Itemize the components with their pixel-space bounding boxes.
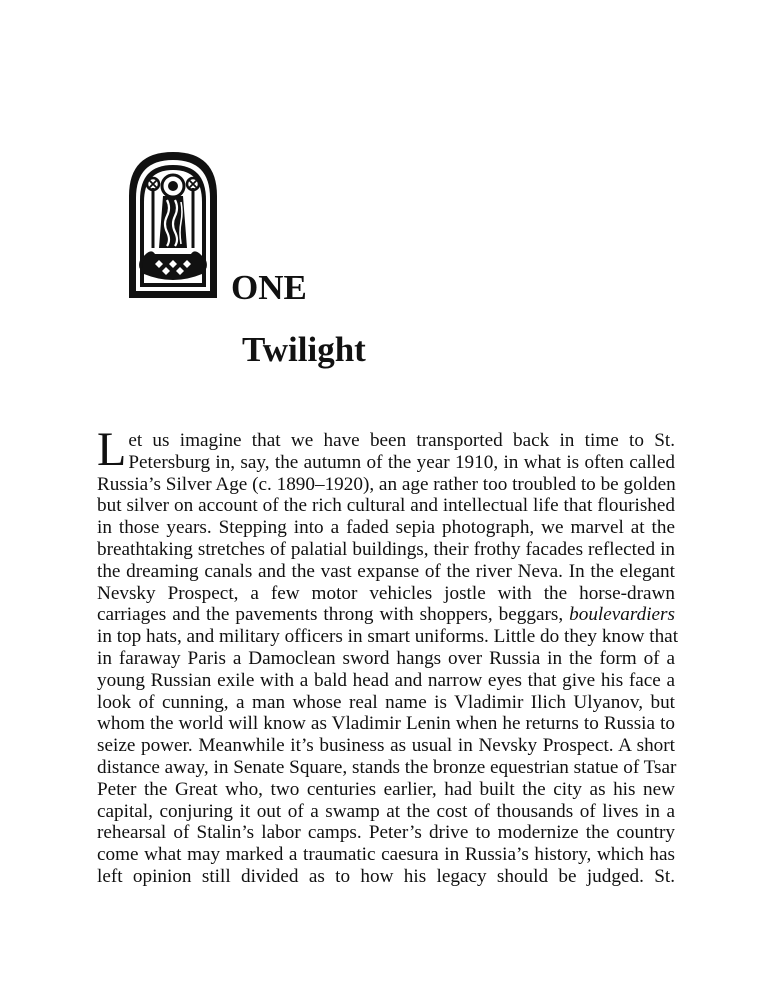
text-line: capital, conjuring it out of a swamp at the cost of thousands of lives in a — [97, 800, 675, 822]
chapter-body-paragraph — [97, 423, 679, 888]
text-line: distance away, in Senate Square, stands the bronze equestrian statue of Tsar — [97, 756, 677, 778]
text-line: rehearsal of Stalin’s labor camps. Peter’s drive to modernize the country — [97, 822, 675, 844]
chapter-number: ONE — [231, 268, 307, 307]
text-line: whom the world will know as Vladimir Lenin when he returns to Russia to — [97, 713, 675, 735]
text-line: Russia’s Silver Age (c. 1890–1920), an age rather too troubled to be golden — [97, 473, 676, 495]
italic-word: boulevardiers — [569, 604, 675, 626]
text-line: breathtaking stretches of palatial buildings, their frothy facades reflected in — [97, 538, 675, 560]
text-line: look of cunning, a man whose real name is Vladimir Ilich Ulyanov, but — [97, 691, 675, 713]
text-line: but silver on account of the rich cultural and intellectual life that flourished — [97, 495, 675, 517]
text-line: Nevsky Prospect, a few motor vehicles jostle with the horse-drawn — [97, 582, 675, 604]
text-line: Petersburg in, say, the autumn of the year 1910, in what is often called — [128, 451, 675, 473]
chapter-title: Twilight — [242, 330, 366, 369]
text-line: come what may marked a traumatic caesura in Russia’s history, which has — [97, 844, 675, 866]
text-line: the dreaming canals and the vast expanse of the river Neva. In the elegant — [97, 560, 675, 582]
text-segment: carriages and the pavements throng with shoppers, beggars, — [97, 604, 570, 626]
text-line: et us imagine that we have been transported back in time to St. — [128, 430, 675, 451]
text-line: in top hats, and military officers in smart uniforms. Little do they know that — [97, 626, 679, 648]
text-line: in those years. Stepping into a faded sepia photograph, we marvel at the — [97, 517, 675, 539]
text-line: seize power. Meanwhile it’s business as usual in Nevsky Prospect. A short — [97, 735, 675, 757]
text-line: left opinion still divided as to how his legacy should be judged. St. — [97, 865, 675, 887]
text-line-with-italic — [97, 604, 675, 626]
text-line: in faraway Paris a Damoclean sword hangs over Russia in the form of a — [97, 647, 675, 669]
text-line: Peter the Great who, two centuries earlier, had built the city as his new — [97, 778, 675, 800]
text-line: young Russian exile with a bald head and narrow eyes that give his face a — [97, 669, 675, 691]
drop-cap: L — [97, 423, 127, 476]
saint-figure-arch-ornament-icon — [125, 148, 221, 300]
